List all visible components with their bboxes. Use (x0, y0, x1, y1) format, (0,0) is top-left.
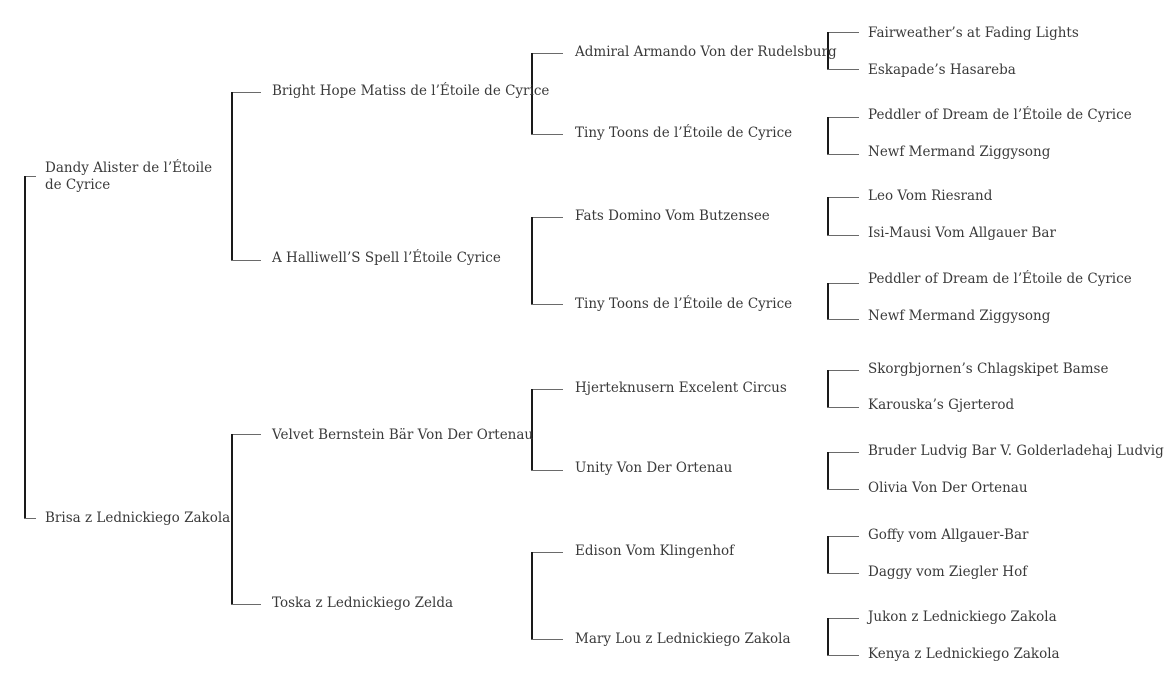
pedigree-sd-dam[interactable]: Tiny Toons de l’Étoile de Cyrice (575, 296, 793, 312)
pedigree-sds-sire[interactable]: Leo Vom Riesrand (868, 188, 993, 204)
connector (531, 217, 533, 304)
connector (827, 618, 859, 619)
connector (531, 470, 563, 471)
connector (827, 117, 859, 118)
pedigree-sdd-sire[interactable]: Peddler of Dream de l’Étoile de Cyrice (868, 271, 1132, 287)
connector (827, 452, 829, 489)
connector (24, 518, 36, 519)
connector (531, 217, 563, 218)
connector (24, 176, 26, 518)
connector (827, 69, 859, 70)
pedigree-ddd-dam[interactable]: Kenya z Lednickiego Zakola (868, 646, 1060, 662)
connector (531, 53, 563, 54)
connector (231, 92, 233, 260)
pedigree-ssd-sire[interactable]: Peddler of Dream de l’Étoile de Cyrice (868, 107, 1132, 123)
connector (827, 117, 829, 154)
connector (231, 434, 261, 435)
connector (827, 655, 859, 656)
connector (24, 176, 36, 177)
pedigree-ddd-sire[interactable]: Jukon z Lednickiego Zakola (868, 609, 1057, 625)
pedigree-dam-dam[interactable]: Toska z Lednickiego Zelda (272, 595, 454, 611)
connector (827, 407, 859, 408)
connector (231, 434, 233, 604)
connector (231, 604, 261, 605)
connector (827, 283, 829, 319)
pedigree-sd-sire[interactable]: Fats Domino Vom Butzensee (575, 208, 770, 224)
connector (531, 639, 563, 640)
pedigree-dss-sire[interactable]: Skorgbjornen’s Chlagskipet Bamse (868, 361, 1109, 377)
pedigree-sire-sire[interactable]: Bright Hope Matiss de l’Étoile de Cyrice (272, 83, 550, 99)
pedigree-ss-sire[interactable]: Admiral Armando Von der Rudelsburg (575, 44, 837, 60)
connector (827, 197, 859, 198)
pedigree-sire-dam[interactable]: A Halliwell’S Spell l’Étoile Cyrice (272, 250, 501, 266)
connector (531, 304, 563, 305)
pedigree-sss-dam[interactable]: Eskapade’s Hasareba (868, 62, 1016, 78)
connector (531, 134, 563, 135)
connector (827, 235, 859, 236)
connector (531, 552, 533, 639)
pedigree-ss-dam[interactable]: Tiny Toons de l’Étoile de Cyrice (575, 125, 793, 141)
pedigree-ds-sire[interactable]: Hjerteknusern Excelent Circus (575, 380, 787, 396)
pedigree-sss-sire[interactable]: Fairweather’s at Fading Lights (868, 25, 1079, 41)
pedigree-dd-sire[interactable]: Edison Vom Klingenhof (575, 543, 735, 559)
pedigree-dam-sire[interactable]: Velvet Bernstein Bär Von Der Ortenau (272, 427, 534, 443)
connector (827, 370, 859, 371)
pedigree-dd-dam[interactable]: Mary Lou z Lednickiego Zakola (575, 631, 791, 647)
pedigree-dam[interactable]: Brisa z Lednickiego Zakola (45, 510, 231, 526)
connector (827, 573, 859, 574)
pedigree-dds-sire[interactable]: Goffy vom Allgauer-Bar (868, 527, 1029, 543)
connector (827, 370, 829, 407)
connector (531, 552, 563, 553)
connector (827, 536, 859, 537)
pedigree-ds-dam[interactable]: Unity Von Der Ortenau (575, 460, 733, 476)
connector (827, 154, 859, 155)
connector (827, 283, 859, 284)
connector (231, 92, 261, 93)
pedigree-sds-dam[interactable]: Isi-Mausi Vom Allgauer Bar (868, 225, 1056, 241)
pedigree-ssd-dam[interactable]: Newf Mermand Ziggysong (868, 144, 1051, 160)
connector (827, 618, 829, 655)
connector (531, 389, 563, 390)
pedigree-sire[interactable]: Dandy Alister de l’Étoile de Cyrice (45, 160, 213, 193)
connector (827, 536, 829, 573)
pedigree-dsd-sire[interactable]: Bruder Ludvig Bar V. Golderladehaj Ludvig (868, 443, 1164, 459)
pedigree-dds-dam[interactable]: Daggy vom Ziegler Hof (868, 564, 1028, 580)
connector (827, 32, 859, 33)
pedigree-dsd-dam[interactable]: Olivia Von Der Ortenau (868, 480, 1028, 496)
connector (827, 197, 829, 235)
connector (827, 452, 859, 453)
connector (827, 319, 859, 320)
connector (231, 260, 261, 261)
pedigree-dss-dam[interactable]: Karouska’s Gjerterod (868, 397, 1015, 413)
pedigree-sdd-dam[interactable]: Newf Mermand Ziggysong (868, 308, 1051, 324)
connector (827, 489, 859, 490)
